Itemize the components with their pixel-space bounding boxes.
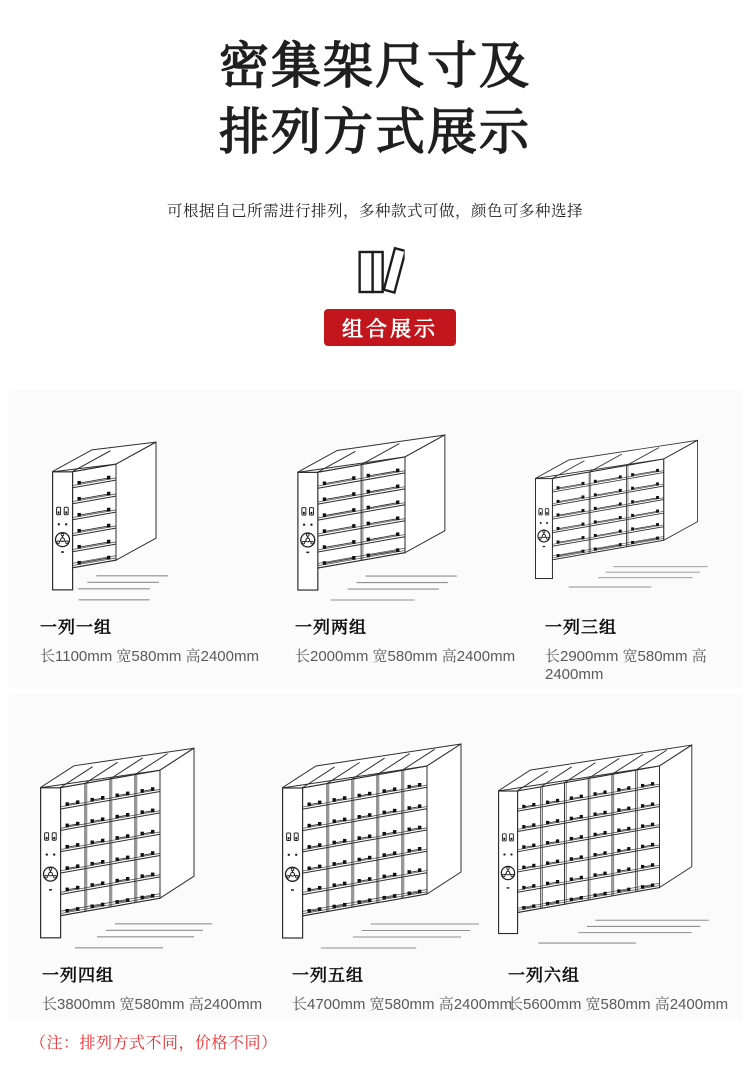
product-name: 一列五组 (292, 966, 364, 985)
product-cell-1x6 (498, 702, 745, 1014)
page-subtitle: 可根据自己所需进行排列，多种款式可做，颜色可多种选择 (166, 203, 583, 220)
shelf-illustration (498, 738, 745, 952)
product-name: 一列一组 (40, 618, 112, 637)
product-name: 一列四组 (42, 966, 114, 985)
shelf-image-1x6 (498, 702, 745, 952)
product-cell-1x1 (30, 392, 270, 666)
product-dimensions: 长4700mm 宽580mm 高2400mm (292, 996, 513, 1013)
product-cell-1x5 (282, 702, 522, 1014)
shelf-illustration (282, 742, 517, 952)
product-dimensions: 长3800mm 宽580mm 高2400mm (42, 996, 263, 1013)
price-note: （注：排列方式不同，价格不同） (30, 1035, 278, 1052)
product-name: 一列三组 (545, 618, 617, 637)
shelf-illustration (40, 746, 250, 952)
product-dimensions: 长2000mm 宽580mm 高2400mm (295, 648, 516, 665)
product-name: 一列六组 (508, 966, 580, 985)
shelf-illustration (52, 440, 212, 604)
shelf-image-1x4 (32, 702, 272, 952)
books-icon (353, 245, 405, 297)
product-cell-1x3 (535, 392, 745, 683)
product-cell-1x2 (285, 392, 525, 666)
product-dimensions: 长5600mm 宽580mm 高2400mm (508, 996, 729, 1013)
product-dimensions: 长2900mm 宽580mm 高2400mm (545, 648, 707, 683)
page-title-line2: 排列方式展示 (219, 104, 531, 160)
page-title-line1: 密集架尺寸及 (219, 38, 531, 94)
shelf-image-1x2 (285, 392, 525, 604)
product-dimensions: 长1100mm 宽580mm 高2400mm (40, 648, 259, 665)
shelf-image-1x5 (282, 702, 522, 952)
product-name: 一列两组 (295, 618, 367, 637)
shelf-illustration (297, 433, 501, 604)
combo-display-badge: 组合展示 (324, 309, 456, 346)
shelf-image-1x3 (535, 392, 745, 604)
shelf-image-1x1 (30, 392, 270, 604)
product-cell-1x4 (32, 702, 272, 1014)
shelf-illustration (535, 425, 745, 604)
